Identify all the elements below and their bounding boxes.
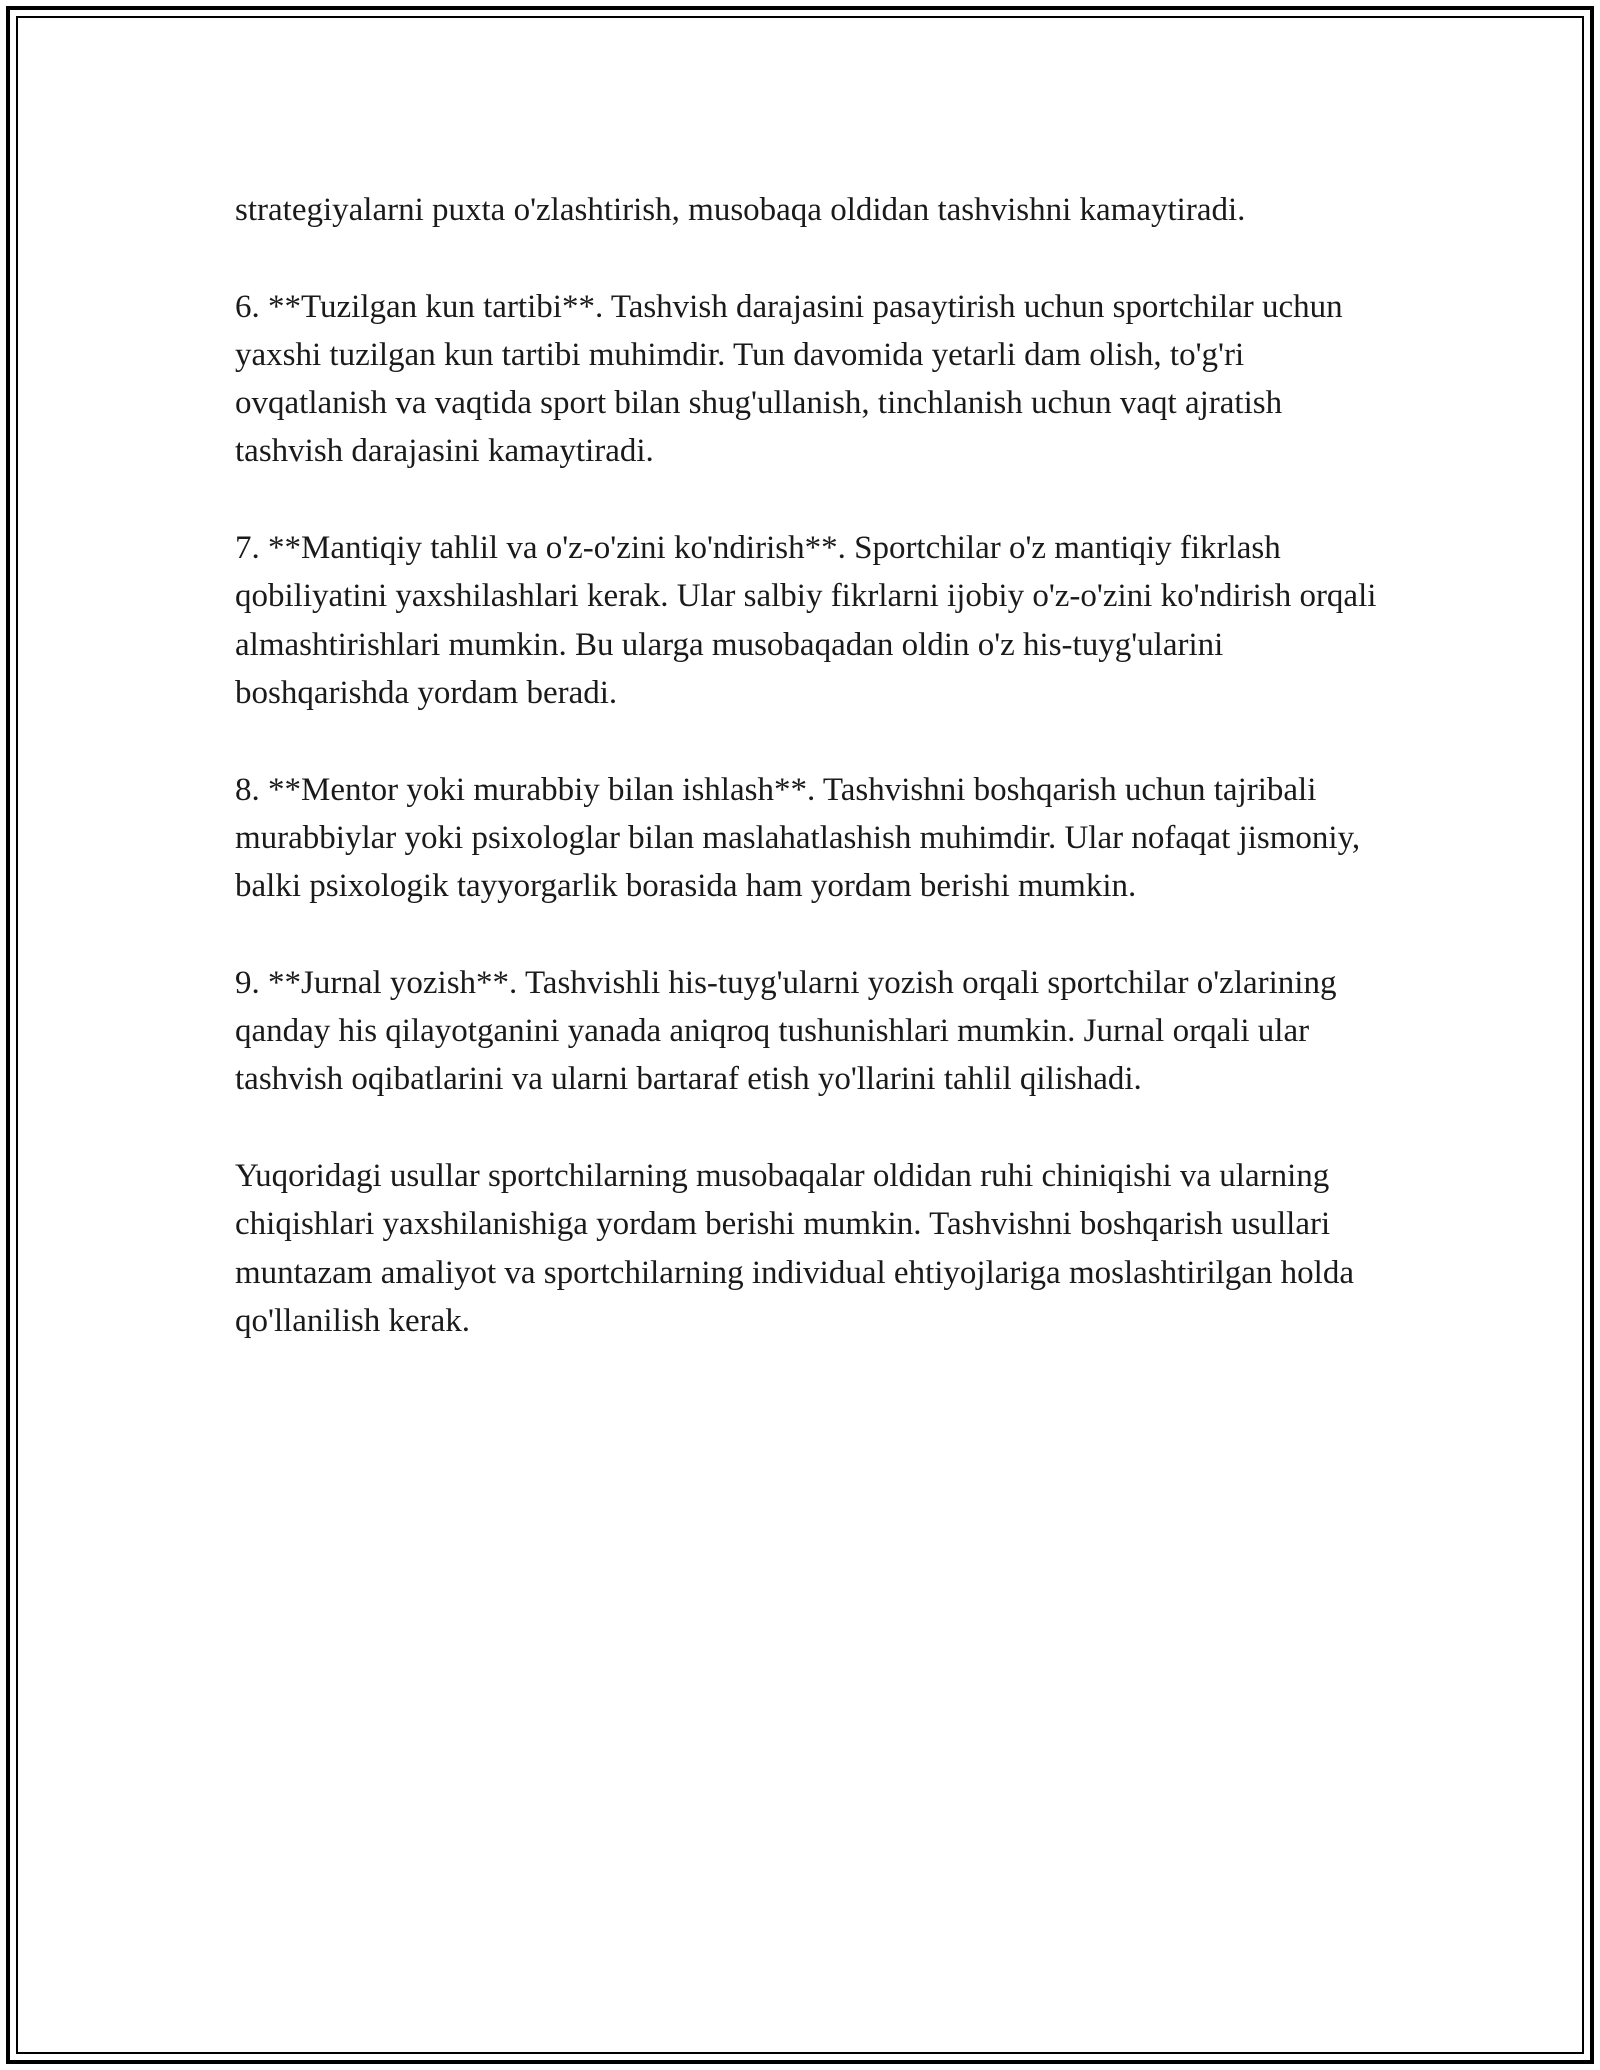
paragraph-continuation: strategiyalarni puxta o'zlashtirish, musobaqa oldidan tashvishni kamaytiradi. xyxy=(235,192,1246,228)
paragraph-item-7: 7. **Mantiqiy tahlil va o'z-o'zini ko'ndirish**. Sportchilar o'z mantiqiy fikrlash qobiliyatini yaxshilashlari kerak. Ular salbiy fikrlarni ijobiy o'z-o'zini ko'ndirish orqali almashtirishlari mumkin. Bu ularga musobaqadan oldin o'z his-tuyg'ularini boshqarishda yordam beradi. xyxy=(235,530,1377,711)
paragraph-item-9: 9. **Jurnal yozish**. Tashvishli his-tuyg'ularni yozish orqali sportchilar o'zlarining qanday his qilayotganini yanada aniqroq tushunishlari mumkin. Jurnal orqali ular tashvish oqibatlarini va ularni bartaraf etish yo'llarini tahlil qilishadi. xyxy=(235,964,1337,1098)
paragraph-item-6: 6. **Tuzilgan kun tartibi**. Tashvish darajasini pasaytirish uchun sportchilar uchun yaxshi tuzilgan kun tartibi muhimdir. Tun davomida yetarli dam olish, to'g'ri ovqatlanish va vaqtida sport bilan shug'ullanish, tinchlanish uchun vaqt ajratish tashvish darajasini kamaytiradi. xyxy=(235,288,1343,470)
document-body xyxy=(235,186,1380,1345)
paragraph-conclusion: Yuqoridagi usullar sportchilarning musobaqalar oldidan ruhi chiniqishi va ularning chiqishlari yaxshilanishiga yordam berishi mumkin. Tashvishni boshqarish usullari muntazam amaliyot va sportchilarning individual ehtiyojlariga moslashtirilgan holda qo'llanilish kerak. xyxy=(235,1157,1354,1339)
paragraph-item-8: 8. **Mentor yoki murabbiy bilan ishlash**. Tashvishni boshqarish uchun tajribali murabbiylar yoki psixologlar bilan maslahatlashish muhimdir. Ular nofaqat jismoniy, balki psixologik tayyorgarlik borasida ham yordam berishi mumkin. xyxy=(235,771,1361,905)
